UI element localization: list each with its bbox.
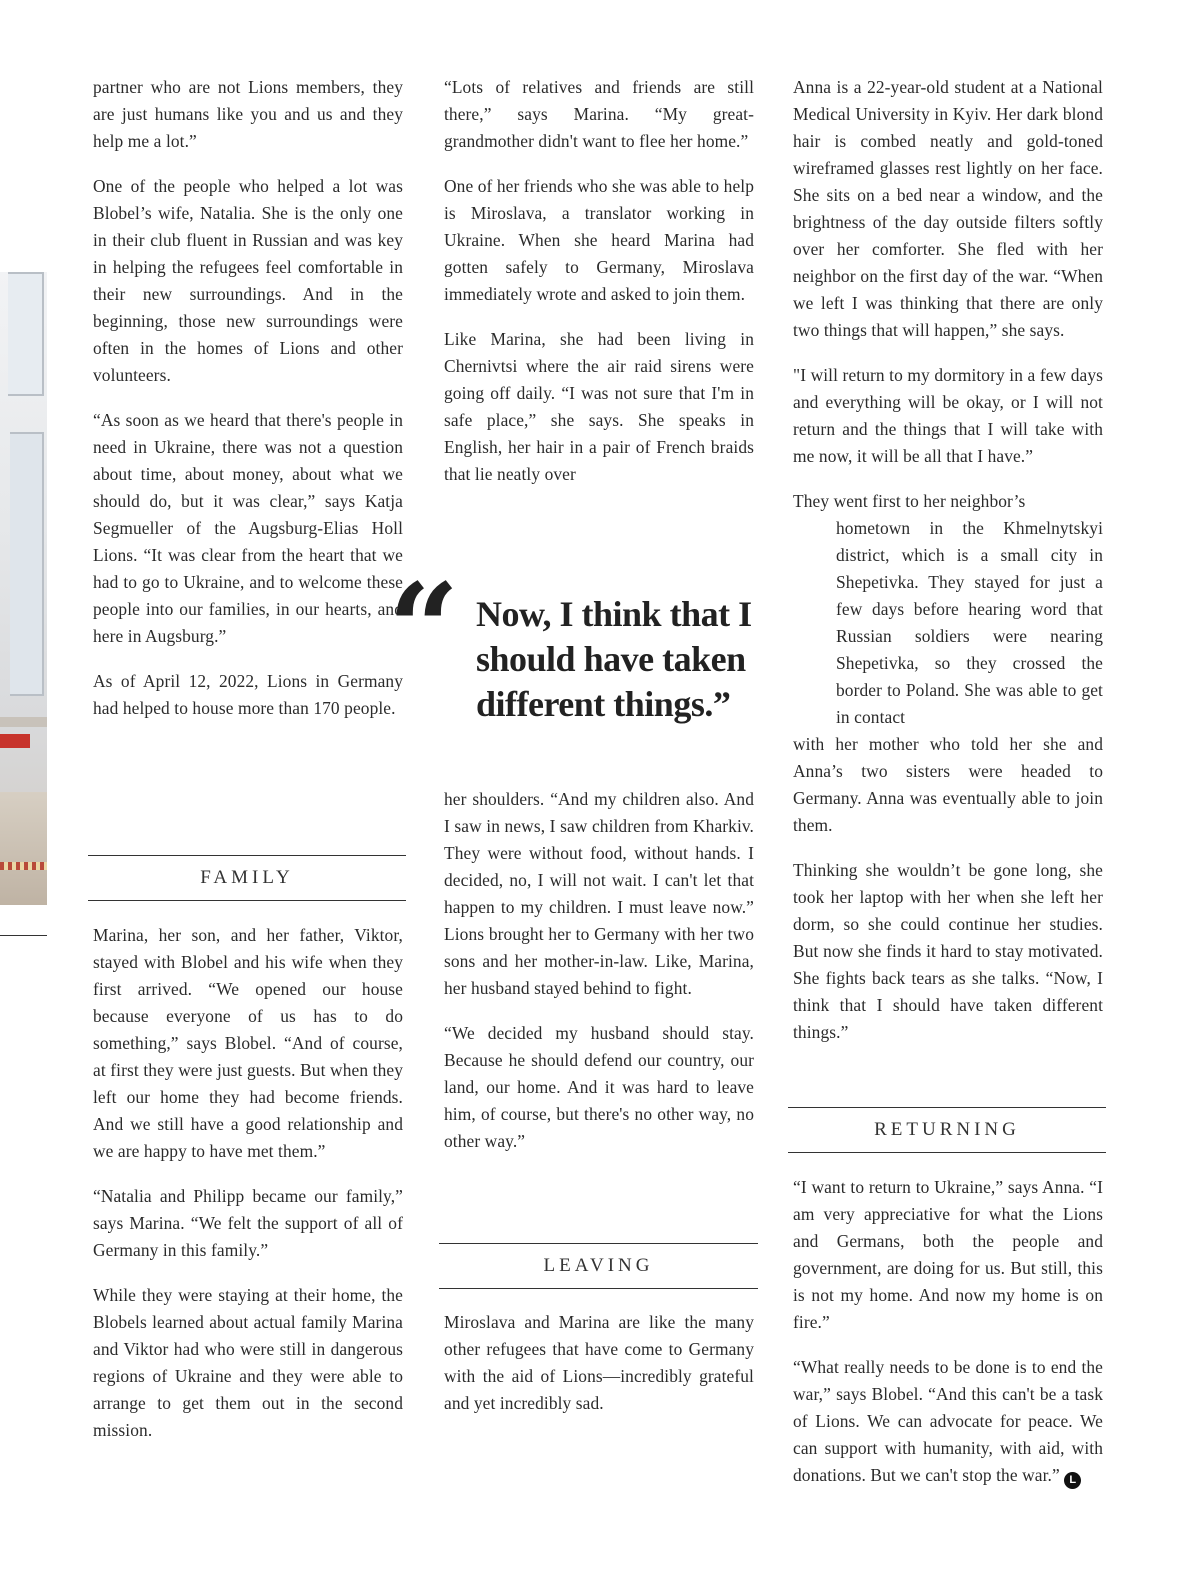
column-3-lower <box>793 1174 1103 1507</box>
window-sill <box>0 717 47 727</box>
paragraph-wrapped <box>793 488 1103 515</box>
paragraph-indented: hometown in the Khmelnytskyi district, which is a small city in Shepetivka. They stayed for just a few days before hearing word that Russian soldiers were nearing Shepetivka, so they crossed the border to Poland. She was able to get in contact <box>836 518 1103 727</box>
paragraph-text: “As soon as we heard that there's people in need in Ukraine, there was not a question about time, about money, about what we should do, but it was clear,” says Katja Segmueller of the Augsburg-Elias Holl Lions. “It was clear from the heart that we had to go to Ukraine, and to welcome these people into our families, in our hearts, and here in Augsburg.” <box>93 410 403 646</box>
window-frame-upper <box>8 272 44 396</box>
paragraph <box>793 1354 1103 1489</box>
paragraph: “I want to return to Ukraine,” says Anna. “I am very appreciative for what the Lions and Germans, both the people and government, are doing for us. But still, this is not my home. And now my home is on fire.” <box>793 1177 1103 1332</box>
red-object <box>0 734 30 748</box>
paragraph: One of her friends who she was able to help is Miroslava, a translator working in Ukraine. When she heard Marina had gotten safely to Germany, Miroslava immediately wrote and asked to join them. <box>444 176 754 304</box>
paragraph: Miroslava and Marina are like the many other refugees that have come to Germany with the aid of Lions—incredibly grateful and yet incredibly sad. <box>444 1312 754 1413</box>
paragraph: Like Marina, she had been living in Chernivtsi where the air raid sirens were going off daily. “I was not sure that I'm in safe place,” she says. She speaks in English, her hair in a pair of French braids that lie neatly over <box>444 329 754 484</box>
column-1-lower <box>93 922 403 1462</box>
section-heading-returning: RETURNING <box>788 1107 1106 1153</box>
bead-strip <box>0 862 47 870</box>
pull-quote: Now, I think that I should have taken different things.” <box>476 594 752 724</box>
caption-rule <box>0 935 47 936</box>
lions-logo-icon: L <box>1064 1472 1081 1489</box>
paragraph: with her mother who told her she and Anna’s two sisters were headed to Germany. Anna was eventually able to join them. <box>793 734 1103 835</box>
paragraph: While they were staying at their home, the Blobels learned about actual family Marina and Viktor had who were still in dangerous regions of Ukraine and they were able to arrange to get them out in the second mission. <box>93 1285 403 1440</box>
column-3 <box>793 74 1103 1064</box>
paragraph: “Lots of relatives and friends are still there,” says Marina. “My great-grandmother didn't want to flee her home.” <box>444 77 754 151</box>
paragraph: Thinking she wouldn’t be gone long, she took her laptop with her when she left her dorm, so she could continue her studies. But now she finds it hard to stay motivated. She fights back tears as she talks. “Now, I think that I should have taken different things.” <box>793 860 1103 1042</box>
cropped-photo-window <box>0 272 47 905</box>
paragraph: partner who are not Lions members, they are just humans like you and us and they help me a lot.” <box>93 77 403 151</box>
paragraph: Marina, her son, and her father, Viktor, stayed with Blobel and his wife when they first arrived. “We opened our house because everyone of us has to do something,” says Blobel. “And of course, at first they were just guests. But when they left our home they had become friends. And we still have a good relationship and we are happy to have met them.” <box>93 925 403 1161</box>
paragraph-text: They went first to her neighbor’s <box>793 491 1026 511</box>
paragraph: As of April 12, 2022, Lions in Germany had helped to house more than 170 people. <box>93 671 403 718</box>
paragraph: “Natalia and Philipp became our family,” says Marina. “We felt the support of all of Germany in this family.” <box>93 1186 403 1260</box>
column-2-lower <box>444 1309 754 1435</box>
shelf <box>0 792 47 905</box>
section-heading-leaving: LEAVING <box>439 1243 758 1289</box>
window-frame-lower <box>10 432 44 696</box>
column-2-middle <box>444 786 754 1173</box>
paragraph: "I will return to my dormitory in a few days and everything will be okay, or I will not return and the things that I will take with me now, it will be all that I have.” <box>793 365 1103 466</box>
column-2 <box>444 74 754 506</box>
paragraph: Anna is a 22-year-old student at a National Medical University in Kyiv. Her dark blond hair is combed neatly and gold-toned wireframed glasses rest lightly on her face. She sits on a bed near a window, and the brightness of the day outside filters softly over her comforter. She fled with her neighbor on the first day of the war. “When we left I was thinking that there are only two things that will happen,” she says. <box>793 77 1103 340</box>
section-heading-family: FAMILY <box>88 855 406 901</box>
paragraph: “We decided my husband should stay. Because he should defend our country, our land, our home. And it was hard to leave him, of course, but there's no other way, no other way.” <box>444 1023 754 1151</box>
quote-mark-icon: “ <box>388 557 460 702</box>
paragraph-text: “What really needs to be done is to end the war,” says Blobel. “And this can't be a task of Lions. We can advocate for peace. We can support with humanity, with aid, with donations. But we can't stop the war.” <box>793 1357 1103 1485</box>
paragraph: her shoulders. “And my children also. And I saw in news, I saw children from Kharkiv. They were without food, without hands. I decided, no, I will not wait. I can't let that happen to my children. I must leave now.” Lions brought her to Germany with her two sons and her mother-in-law. Like, Marina, her husband stayed behind to fight. <box>444 789 754 998</box>
paragraph <box>93 407 403 650</box>
column-1 <box>93 74 403 740</box>
paragraph: One of the people who helped a lot was Blobel’s wife, Natalia. She is the only one in their club fluent in Russian and was key in helping the refugees feel comfortable in their new surroundings. And in the beginning, those new surroundings were often in the homes of Lions and other volunteers. <box>93 176 403 385</box>
